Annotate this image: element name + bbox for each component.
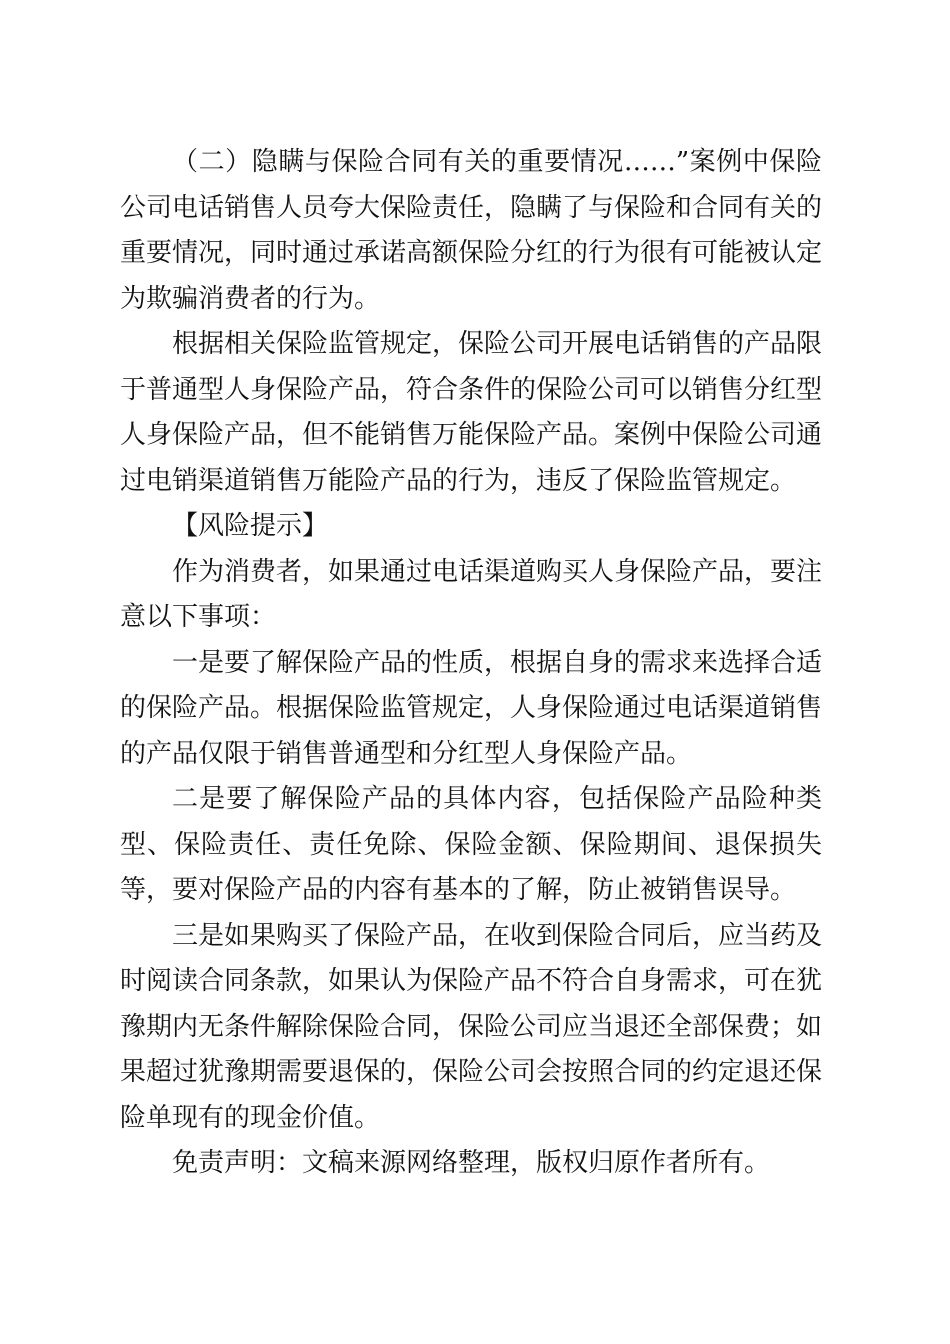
disclaimer: 免责声明：文稿来源网络整理，版权归原作者所有。 xyxy=(172,1148,771,1178)
paragraph-point-two: 二是要了解保险产品的具体内容，包括保险产品险种类型、保险责任、责任免除、保险金额、保险期间、退保损失等，要对保险产品的内容有基本的了解，防止被销售误导。 xyxy=(120,784,822,905)
paragraph-regulation: 根据相关保险监管规定，保险公司开展电话销售的产品限于普通型人身保险产品，符合条件的保险公司可以销售分红型人身保险产品，但不能销售万能保险产品。案例中保险公司通过电销渠道销售万能险产品的行为，违反了保险监管规定。 xyxy=(120,329,823,496)
section-heading-risk-notice: 【风险提示】 xyxy=(172,511,329,541)
paragraph-consumer-intro: 作为消费者，如果通过电话渠道购买人身保险产品，要注意以下事项： xyxy=(120,556,823,632)
paragraph-point-three: 三是如果购买了保险产品，在收到保险合同后，应当药及时阅读合同条款，如果认为保险产品不符合自身需求，可在犹豫期内无条件解除保险合同，保险公司应当退还全部保费；如果超过犹豫期需要退保的，保险公司会按照合同的约定退还保险单现有的现金价值。 xyxy=(120,920,823,1133)
document-body xyxy=(120,140,822,1187)
paragraph-concealment-case: （二）隐瞒与保险合同有关的重要情况……”案例中保险公司电话销售人员夸大保险责任，隐瞒了与保险和合同有关的重要情况，同时通过承诺高额保险分红的行为很有可能被认定为欺骗消费者的行为。 xyxy=(120,147,823,314)
paragraph-point-one: 一是要了解保险产品的性质，根据自身的需求来选择合适的保险产品。根据保险监管规定，人身保险通过电话渠道销售的产品仅限于销售普通型和分红型人身保险产品。 xyxy=(120,647,823,769)
